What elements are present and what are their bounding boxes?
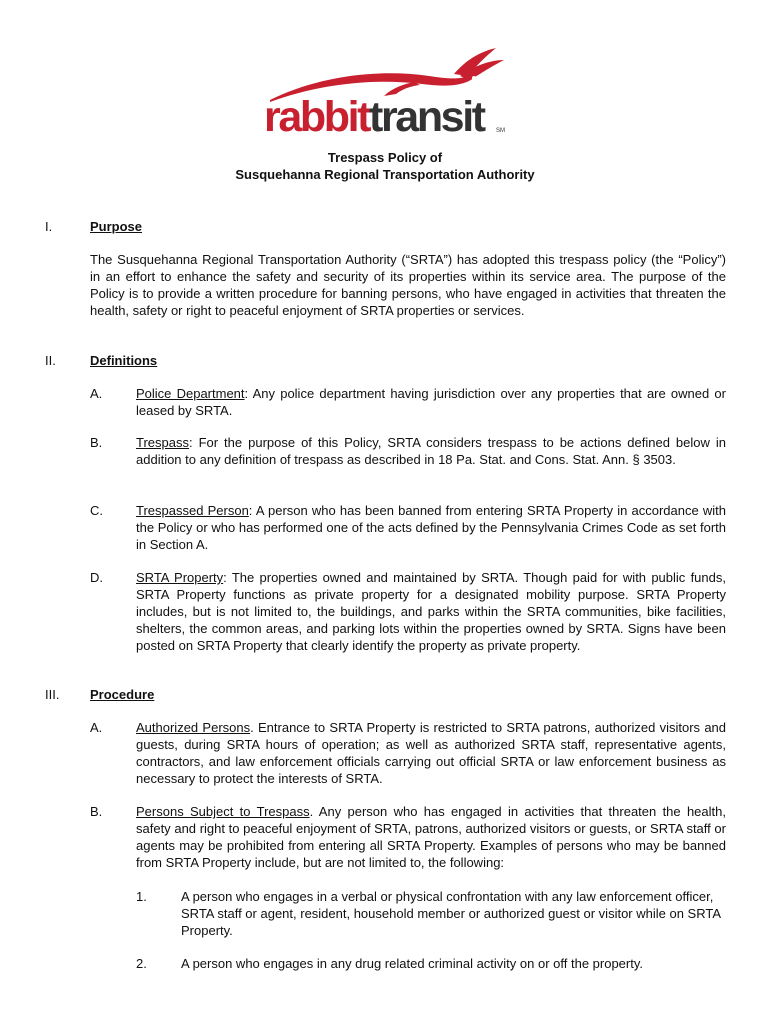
procedure-persons-subject-to-trespass: Persons Subject to Trespass. Any person who has engaged in activities that threaten the health, safety and right to peaceful enjoyment of SRTA, patrons, authorized visitors or guests, or SRTA staff or agents may be prohibited from entering all SRTA Property. Examples of persons who may be banned from SRTA Property include, but are not limited to, the following: [136, 804, 726, 870]
subitem-text: A person who engages in any drug related criminal activity on or off the property. [181, 956, 644, 971]
defined-term: Police Department [136, 386, 245, 401]
item-label: A. [90, 386, 103, 401]
subitem-label: 1. [136, 889, 147, 904]
defined-term: Authorized Persons [136, 720, 251, 735]
item-label: D. [90, 570, 103, 585]
section-title-procedure: Procedure [90, 687, 155, 702]
item-label: B. [90, 435, 103, 450]
section-number: I. [45, 219, 53, 234]
subitem-label: 2. [136, 956, 147, 971]
purpose-paragraph: The Susquehanna Regional Transportation Authority (“SRTA”) has adopted this trespass policy (the “Policy”) in an effort to enhance the safety and security of its properties within its service area. The purpose of the Policy is to provide a written procedure for banning persons, who have engaged in activities that threaten the health, safety or right to peaceful enjoyment of SRTA properties or services. [90, 252, 726, 318]
section-number: II. [45, 353, 56, 368]
document-title: Trespass Policy of [327, 150, 443, 165]
section-title-definitions: Definitions [90, 353, 158, 368]
service-mark: SM [496, 128, 505, 134]
defined-term: Trespass [136, 435, 189, 450]
item-label: B. [90, 804, 103, 819]
document-subtitle: Susquehanna Regional Transportation Authority [235, 167, 535, 182]
defined-term: SRTA Property [136, 570, 224, 585]
item-label: A. [90, 720, 103, 735]
section-title-purpose: Purpose [90, 219, 143, 234]
defined-term: Persons Subject to Trespass [136, 804, 310, 819]
definition-trespassed-person: Trespassed Person: A person who has been banned from entering SRTA Property in accordance with the Policy or who has performed one of the acts defined by the Pennsylvania Crimes Code as set forth in Section A. [136, 503, 726, 552]
section-number: III. [45, 687, 60, 702]
definition-police-department: Police Department: Any police department having jurisdiction over any properties that are owned or leased by SRTA. [136, 386, 726, 418]
definition-trespass: Trespass: For the purpose of this Policy, SRTA considers trespass to be actions defined below in addition to any definition of trespass as described in 18 Pa. Stat. and Cons. Stat. Ann. § 3503. [136, 435, 726, 467]
rabbittransit-logo [264, 44, 508, 140]
item-label: C. [90, 503, 103, 518]
subitem-text: A person who engages in a verbal or physical confrontation with any law enforcement officer, SRTA staff or agent, resident, household member or authorized guest or visitor while on SRTA Property. [181, 889, 721, 938]
procedure-authorized-persons: Authorized Persons. Entrance to SRTA Property is restricted to SRTA patrons, authorized visitors and guests, during SRTA hours of operation; as well as authorized SRTA staff, representative agents, contractors, and law enforcement officials carrying out official SRTA or law enforcement business as necessary to protect the interests of SRTA. [136, 720, 727, 786]
definition-srta-property: SRTA Property: The properties owned and maintained by SRTA. Though paid for with public funds, SRTA Property functions as private property for a designated mobility purpose. SRTA Property includes, but is not limited to, the buildings, and parks within the SRTA communities, bike facilities, shelters, the common areas, and parking lots within the properties owned by SRTA. Signs have been posted on SRTA Property that clearly identify the property as private property. [136, 570, 726, 653]
logo-wordmark: rabbittransit [264, 93, 484, 141]
defined-term: Trespassed Person [136, 503, 249, 518]
